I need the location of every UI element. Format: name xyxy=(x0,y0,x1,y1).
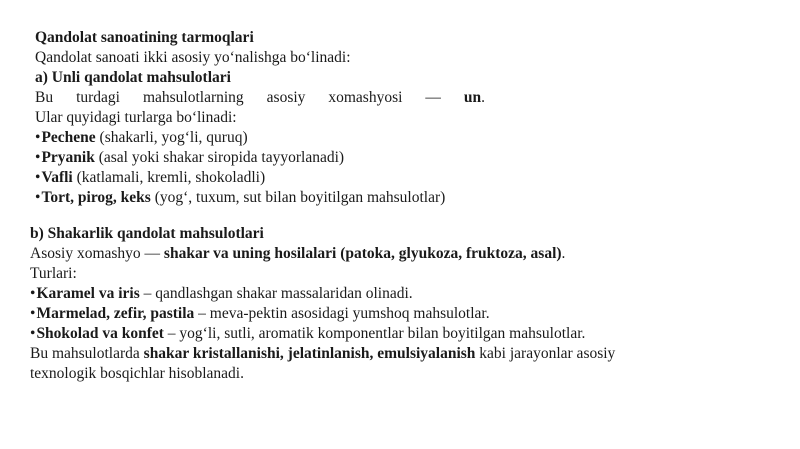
section-b xyxy=(30,224,730,384)
section-heading: Qandolat sanoatining tarmoqlari xyxy=(35,29,254,46)
subheading-unli: a) Unli qandolat mahsulotlari xyxy=(35,69,231,86)
intro-text: Qandolat sanoati ikki asosiy yo‘nalishga bo‘linadi: xyxy=(35,49,351,66)
list-item: •Karamel va iris – qandlashgan shakar massalaridan olinadi. xyxy=(30,285,413,302)
types-intro: Ular quyidagi turlarga bo‘linadi: xyxy=(35,109,237,126)
raw-material-sentence: Bu turdagi mahsulotlarning asosiy xomashyosi — un. xyxy=(35,89,485,106)
list-item: •Shokolad va konfet – yog‘li, sutli, aromatik komponentlar bilan boyitilgan mahsulotlar. xyxy=(30,325,586,342)
section-a xyxy=(35,28,485,208)
subheading-shakarlik: b) Shakarlik qandolat mahsulotlari xyxy=(30,225,264,242)
list-item: •Pryanik (asal yoki shakar siropida tayyorlanadi) xyxy=(35,149,345,166)
closing-sentence: Bu mahsulotlarda shakar kristallanishi, jelatinlanish, emulsiyalanish kabi jarayonlar asosiy xyxy=(30,345,616,362)
types-label: Turlari: xyxy=(30,265,77,282)
list-item: •Vafli (katlamali, kremli, shokoladli) xyxy=(35,169,266,186)
closing-sentence-continued: texnologik bosqichlar hisoblanadi. xyxy=(30,365,244,382)
raw-material-sentence: Asosiy xomashyo — shakar va uning hosilalari (patoka, glyukoza, fruktoza, asal). xyxy=(30,245,566,262)
list-item: •Tort, pirog, keks (yog‘, tuxum, sut bilan boyitilgan mahsulotlar) xyxy=(35,189,446,206)
list-item: •Marmelad, zefir, pastila – meva-pektin asosidagi yumshoq mahsulotlar. xyxy=(30,305,490,322)
list-item: •Pechene (shakarli, yog‘li, quruq) xyxy=(35,129,248,146)
